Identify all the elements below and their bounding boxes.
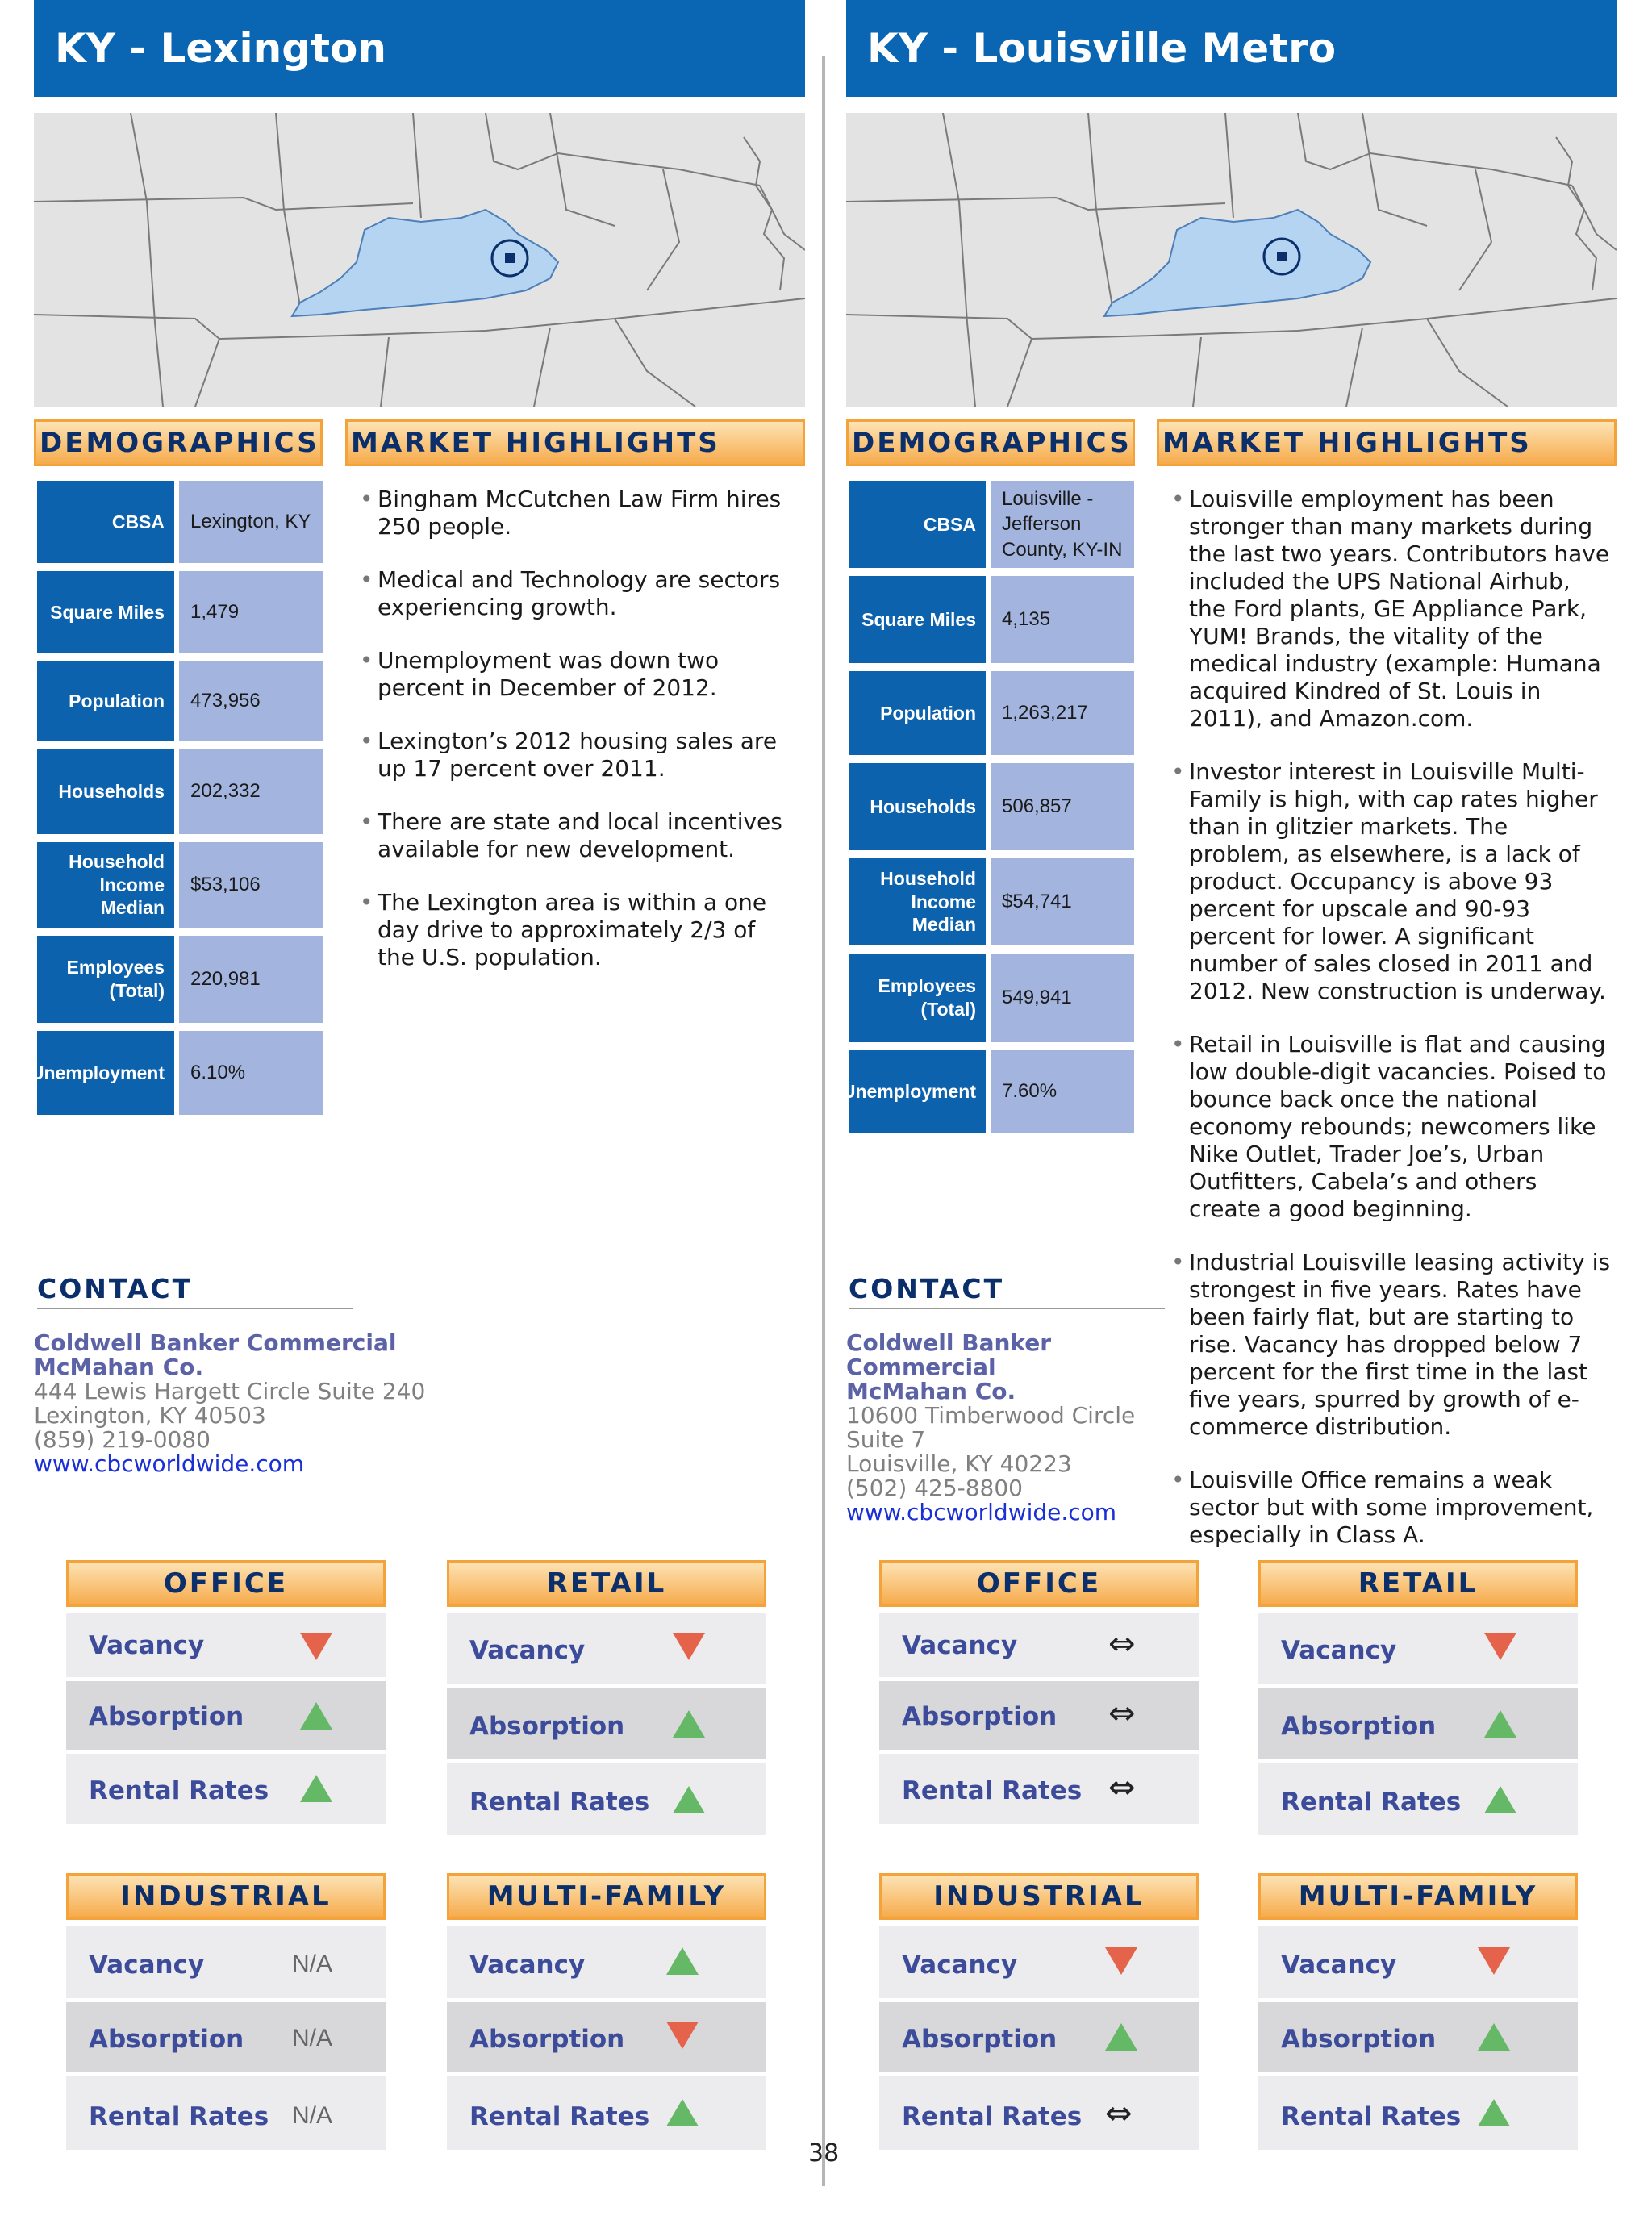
highlight-item: • Louisville employment has been stronger than many markets during the last two years. Contributors have included the UPS National Airhub, the Ford plants, GE Appliance Park, YUM! Brands, the vitality of the medical industry (example: Humana acquired Kindred of St. Louis in 2011), and Amazon.com. (1171, 486, 1613, 732)
indicator-row (447, 2076, 766, 2154)
demographics-label: Households (37, 749, 174, 834)
market-title (34, 0, 805, 97)
indicator-row (879, 1926, 1199, 2002)
contact-company: McMahan Co. (846, 1378, 1016, 1404)
demographics-value: 473,956 (179, 661, 323, 741)
trend-up-icon (300, 1775, 332, 1802)
market-highlights-heading (1157, 419, 1617, 466)
indicator-row (447, 2002, 766, 2076)
multifamily-heading: MULTI-FAMILY (1258, 1873, 1578, 1920)
trend-up-icon (673, 1710, 705, 1738)
trend-down-icon (673, 1633, 705, 1660)
trend-na-text: N/A (292, 1951, 333, 1977)
trend-na-text: N/A (292, 2025, 333, 2051)
indicator-label: Rental Rates (89, 2102, 269, 2131)
trend-down-icon (1105, 1947, 1137, 1975)
demographics-label: Unemployment (37, 1031, 174, 1115)
contact-company: Coldwell Banker Commercial (34, 1329, 397, 1356)
trend-up-icon (1478, 2099, 1510, 2126)
indicator-row (447, 1688, 766, 1763)
trend-up-icon (300, 1702, 332, 1730)
trend-na-text: N/A (292, 2102, 333, 2129)
market-title-text: KY - Louisville Metro (867, 25, 1337, 72)
multifamily-indicator-box (1258, 1873, 1578, 2154)
indicator-row (66, 1926, 386, 2002)
office-heading: OFFICE (879, 1560, 1199, 1607)
us-region-map (846, 113, 1617, 407)
multifamily-heading: MULTI-FAMILY (447, 1873, 766, 1920)
demographics-label: Household Income Median (849, 858, 986, 945)
demographics-value: 506,857 (991, 763, 1134, 850)
indicator-label: Rental Rates (902, 1776, 1083, 1805)
indicator-label: Absorption (469, 1712, 625, 1741)
indicator-label: Vacancy (902, 1951, 1018, 1980)
trend-down-icon (1484, 1633, 1516, 1660)
demographics-row-cbsa (37, 481, 323, 563)
highlight-item: • Retail in Louisville is flat and causing low double-digit vacancies. Poised to bounce back once the national economy rebounds; newcomers like Nike Outlet, Trader Joe’s, Urban Outfitters, Cabela’s and others create a good beginning. (1171, 1031, 1613, 1223)
indicator-label: Absorption (1281, 2025, 1437, 2054)
demographics-row-square-miles (37, 571, 323, 653)
indicator-row (66, 2076, 386, 2154)
office-indicator-box (879, 1560, 1199, 1828)
highlight-item: • Industrial Louisville leasing activity is strongest in five years. Rates have been fairly flat, but are starting to rise. Vacancy has dropped below 7 percent for the first time in the last five years, spurred by growth of e-commerce distribution. (1171, 1249, 1613, 1441)
demographics-row-employees (849, 954, 1134, 1042)
highlight-item: • Bingham McCutchen Law Firm hires 250 people. (360, 486, 795, 540)
indicator-label: Vacancy (1281, 1951, 1397, 1980)
indicator-row (447, 1763, 766, 1839)
industrial-heading: INDUSTRIAL (879, 1873, 1199, 1920)
highlight-item: • Investor interest in Louisville Multi-Family is high, with cap rates higher than in glitzier markets. The problem, as elsewhere, is a lack of product. Occupancy is above 93 percent for upscale and 90-93 percent for lower. A significant number of sales closed in 2011 and 2012. New construction is underway. (1171, 758, 1613, 1005)
indicator-row (1258, 1763, 1578, 1839)
demographics-row-population (37, 661, 323, 741)
contact-phone: (502) 425-8800 (846, 1475, 1023, 1501)
indicator-row (447, 1613, 766, 1688)
contact-company: Coldwell Banker Commercial (846, 1329, 1052, 1380)
indicator-row (1258, 2002, 1578, 2076)
office-heading: OFFICE (66, 1560, 386, 1607)
demographics-row-income (37, 842, 323, 928)
indicator-row (879, 1754, 1199, 1828)
demographics-label: CBSA (849, 481, 986, 568)
market-highlights-heading-text: MARKET HIGHLIGHTS (351, 427, 720, 459)
demographics-value: 1,263,217 (991, 671, 1134, 755)
market-title (846, 0, 1617, 97)
demographics-value: 6.10% (179, 1031, 323, 1115)
contact-website-link[interactable]: www.cbcworldwide.com (846, 1499, 1117, 1525)
demographics-label: Household Income Median (37, 842, 174, 928)
multifamily-indicator-box (447, 1873, 766, 2154)
trend-down-icon (666, 2022, 699, 2049)
contact-address: Lexington, KY 40503 (34, 1402, 266, 1429)
demographics-value: 4,135 (991, 576, 1134, 663)
trend-up-icon (666, 1947, 699, 1975)
trend-unchanged-icon: ⇔ (1105, 2095, 1133, 2132)
highlight-item: • Lexington’s 2012 housing sales are up 17 percent over 2011. (360, 728, 795, 782)
retail-heading: RETAIL (1258, 1560, 1578, 1607)
demographics-value: Lexington, KY (179, 481, 323, 563)
demographics-value: 202,332 (179, 749, 323, 834)
indicator-label: Rental Rates (469, 1788, 650, 1817)
contact-address: 10600 Timberwood Circle (846, 1402, 1136, 1429)
indicator-label: Absorption (89, 2025, 244, 2054)
contact-heading: CONTACT (849, 1273, 1165, 1309)
demographics-value: 1,479 (179, 571, 323, 653)
demographics-row-income (849, 858, 1134, 945)
indicator-label: Rental Rates (902, 2102, 1083, 2131)
indicator-label: Rental Rates (1281, 2102, 1462, 2131)
demographics-row-square-miles (849, 576, 1134, 663)
contact-block (34, 1331, 486, 1476)
market-title-text: KY - Lexington (55, 25, 386, 72)
demographics-label: Employees (Total) (849, 954, 986, 1042)
demographics-row-population (849, 671, 1134, 755)
indicator-row (1258, 1613, 1578, 1688)
trend-unchanged-icon: ⇔ (1108, 1769, 1136, 1806)
retail-indicator-box (1258, 1560, 1578, 1839)
industrial-heading: INDUSTRIAL (66, 1873, 386, 1920)
indicator-row (879, 2076, 1199, 2154)
indicator-row (66, 1681, 386, 1754)
indicator-label: Vacancy (89, 1951, 205, 1980)
demographics-label: Population (849, 671, 986, 755)
highlight-item: • Unemployment was down two percent in December of 2012. (360, 647, 795, 702)
trend-unchanged-icon: ⇔ (1108, 1695, 1136, 1732)
industrial-indicator-box (879, 1873, 1199, 2154)
demographics-value: 220,981 (179, 936, 323, 1023)
trend-up-icon (1105, 2023, 1137, 2051)
demographics-heading-text: DEMOGRAPHICS (852, 427, 1132, 459)
indicator-label: Absorption (902, 1702, 1058, 1731)
demographics-value: $54,741 (991, 858, 1134, 945)
demographics-label: Households (849, 763, 986, 850)
highlight-item: • Medical and Technology are sectors experiencing growth. (360, 566, 795, 621)
demographics-label: Population (37, 661, 174, 741)
contact-website-link[interactable]: www.cbcworldwide.com (34, 1450, 305, 1477)
contact-address: Suite 7 (846, 1426, 926, 1453)
demographics-label: Employees (Total) (37, 936, 174, 1023)
demographics-label: Square Miles (849, 576, 986, 663)
demographics-row-unemployment (841, 1050, 1134, 1133)
us-region-map (34, 113, 805, 407)
demographics-row-cbsa (849, 481, 1134, 568)
market-highlights-heading-text: MARKET HIGHLIGHTS (1162, 427, 1532, 459)
contact-address: Louisville, KY 40223 (846, 1450, 1072, 1477)
kentucky-locator-map (846, 113, 1617, 407)
indicator-row (66, 2002, 386, 2076)
trend-up-icon (1484, 1710, 1516, 1738)
demographics-table (30, 481, 323, 1123)
indicator-label: Vacancy (1281, 1636, 1397, 1665)
contact-company: McMahan Co. (34, 1354, 204, 1380)
trend-down-icon (1478, 1947, 1510, 1975)
indicator-label: Rental Rates (469, 2102, 650, 2131)
trend-up-icon (1484, 1786, 1516, 1813)
indicator-label: Vacancy (469, 1951, 586, 1980)
indicator-row (66, 1754, 386, 1828)
page-number: 38 (808, 2139, 840, 2168)
demographics-row-employees (37, 936, 323, 1023)
demographics-row-households (37, 749, 323, 834)
demographics-heading (846, 419, 1135, 466)
indicator-label: Absorption (89, 1702, 244, 1731)
indicator-label: Vacancy (902, 1631, 1018, 1660)
demographics-row-households (849, 763, 1134, 850)
demographics-value: 549,941 (991, 954, 1134, 1042)
market-highlights-heading (345, 419, 805, 466)
indicator-row (1258, 2076, 1578, 2154)
contact-phone: (859) 219-0080 (34, 1426, 211, 1453)
trend-up-icon (666, 2099, 699, 2126)
indicator-row (66, 1613, 386, 1681)
indicator-label: Absorption (1281, 1712, 1437, 1741)
demographics-label: CBSA (37, 481, 174, 563)
market-highlights-list (360, 486, 795, 997)
indicator-row (1258, 1926, 1578, 2002)
indicator-label: Vacancy (469, 1636, 586, 1665)
indicator-label: Absorption (902, 2025, 1058, 2054)
demographics-heading-text: DEMOGRAPHICS (40, 427, 319, 459)
highlight-item: • The Lexington area is within a one day drive to approximately 2/3 of the U.S. population. (360, 889, 795, 971)
retail-indicator-box (447, 1560, 766, 1839)
indicator-row (879, 2002, 1199, 2076)
highlight-item: • Louisville Office remains a weak sector but with some improvement, especially in Class A. (1171, 1467, 1613, 1549)
indicator-row (879, 1613, 1199, 1681)
demographics-value: 7.60% (991, 1050, 1134, 1133)
industrial-indicator-box (66, 1873, 386, 2154)
indicator-label: Rental Rates (1281, 1788, 1462, 1817)
indicator-label: Rental Rates (89, 1776, 269, 1805)
trend-down-icon (300, 1633, 332, 1660)
demographics-table (841, 481, 1134, 1141)
trend-up-icon (1478, 2023, 1510, 2051)
market-highlights-list (1171, 486, 1613, 1575)
indicator-label: Absorption (469, 2025, 625, 2054)
contact-heading: CONTACT (37, 1273, 353, 1309)
retail-heading: RETAIL (447, 1560, 766, 1607)
indicator-row (879, 1681, 1199, 1754)
demographics-heading (34, 419, 323, 466)
highlight-item: • There are state and local incentives available for new development. (360, 808, 795, 863)
contact-address: 444 Lewis Hargett Circle Suite 240 (34, 1378, 426, 1404)
contact-block (846, 1331, 1169, 1525)
indicator-row (447, 1926, 766, 2002)
demographics-value: $53,106 (179, 842, 323, 928)
demographics-label: Unemployment (849, 1050, 986, 1133)
demographics-row-unemployment (30, 1031, 323, 1115)
indicator-label: Vacancy (89, 1631, 205, 1660)
office-indicator-box (66, 1560, 386, 1828)
trend-up-icon (673, 1786, 705, 1813)
indicator-row (1258, 1688, 1578, 1763)
kentucky-locator-map (34, 113, 805, 407)
trend-unchanged-icon: ⇔ (1108, 1625, 1136, 1663)
demographics-label: Square Miles (37, 571, 174, 653)
column-divider (822, 56, 825, 2186)
demographics-value: Louisville - Jefferson County, KY-IN (991, 481, 1134, 568)
